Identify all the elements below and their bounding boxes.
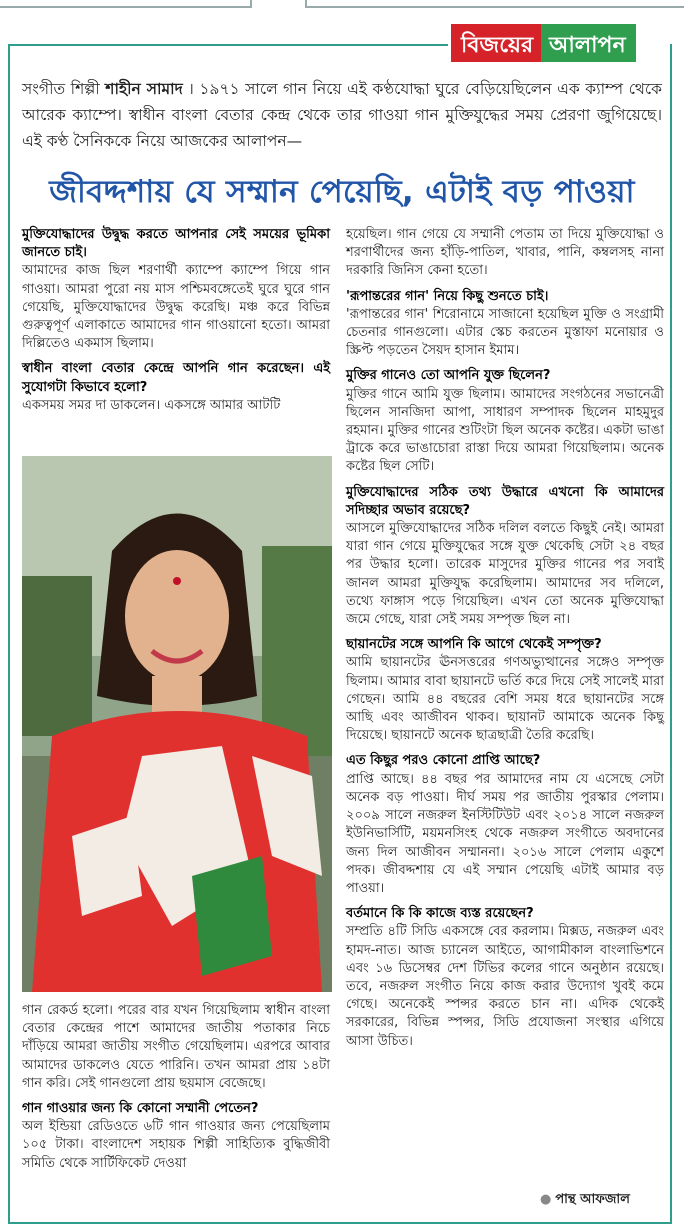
section-label-a: বিজয়ের [451, 24, 541, 62]
portrait-photo-icon [22, 456, 332, 992]
answer-3: অল ইন্ডিয়া রেডিওতে ৬টি গান গাওয়ার জন্য পেয়েছিলাম ১০৫ টাকা। বাংলাদেশ সহায়ক শিল্পী সাহিত্যিক বুদ্ধিজীবী সমিতি থেকে সার্টিফিকেট দেওয়া [22, 1119, 330, 1171]
answer-3-continued: হয়েছিল। গান গেয়ে যে সম্মানী পেতাম তা দিয়ে মুক্তিযোদ্ধা ও শরণার্থীদের জন্য হাঁড়ি-পাতিল, খাবার, পানি, কম্বলসহ নানা দরকারি জিনিস কেনা হতো। [346, 227, 664, 279]
answer-6: আসলে মুক্তিযোদ্ধাদের সঠিক দলিল বলতে কিছুই নেই। আমরা যারা গান গেয়ে মুক্তিযুদ্ধের সঙ্গে যুক্ত থেকেছি সেটা ২৪ বছর পর উদ্ধার হলো। তারেক মাসুদের মুক্তির গানের পর সবাই জানল আমরা মুক্তিযুদ্ধ করেছিলাম। আমাদের সব দলিলে, তথ্যে ফাঙ্গাস পড়ে গিয়েছিল। এখন তো অনেক মুক্তিযোদ্ধা জমে গেছে, যারা সেই সময় সম্পৃক্ত ছিল না। [346, 521, 664, 628]
question-6: মুক্তিযোদ্ধাদের সঠিক তথ্য উদ্ধারে এখনো কি আমাদের সদিচ্ছার অভাব রয়েছে? [346, 484, 664, 518]
answer-5: মুক্তির গানে আমি যুক্ত ছিলাম। আমাদের সংগঠনের সভানেত্রী ছিলেন সানজিদা আপা, সাধারণ সম্পাদক ছিলেন মাহমুদুর রহমান। মুক্তির গানের শুটিংটা ছিল অনেক কষ্টের। একটা ভাঙা ট্রাকে করে ভাঙাচোরা রাস্তা দিয়ে আমরা গিয়েছিলাম। অনেক কষ্টের ছিল সেটি। [346, 386, 664, 475]
section-badge [451, 24, 636, 62]
answer-2-continued: গান রেকর্ড হলো। পরের বার যখন গিয়েছিলাম স্বাধীন বাংলা বেতার কেন্দ্রের পাশে আমাদের জাতীয় পতাকার নিচে দাঁড়িয়ে আমরা জাতীয় সংগীত গেয়েছিলাম। এরপরে আবার আমাদের ডাকলেও যেতে পারিনি। তখন আমরা প্রায় ১৪টা গান করি। সেই গানগুলো প্রায় ছয়মাস বেজেছে। [22, 1003, 330, 1091]
question-4: 'রূপান্তরের গান' নিয়ে কিছু শুনতে চাই। [346, 288, 549, 304]
answer-8: প্রাপ্তি আছে। ৪৪ বছর পর আমাদের নাম যে এসেছে সেটা অনেক বড় পাওয়া। দীর্ঘ সময় পর জাতীয় পুরস্কার পেলাম। ২০০৯ সালে নজরুল ইনস্টিটিউট এবং ২০১৪ সালে নজরুল ইউনিভার্সিটি, ময়মনসিংহ থেকে নজরুল সংগীতে অবদানের জন্য দিল আজীবন সম্মাননা। ২০১৬ সালে পেলাম একুশে পদক। জীবদ্দশায় যে এই সম্মান পেয়েছি এটাই আমার বড় পাওয়া। [346, 771, 664, 896]
left-column-top [22, 226, 330, 415]
section-label-b: আলাপন [541, 24, 636, 62]
portrait-photo [22, 456, 332, 992]
answer-1: আমাদের কাজ ছিল শরণার্থী ক্যাম্পে ক্যাম্পে গিয়ে গান গাওয়া। আমরা পুরো নয় মাস পশ্চিমবঙ্গেতেই ঘুরে ঘুরে গান গেয়েছি, মুক্তিযোদ্ধাদের উদ্বুদ্ধ করেছি। মঞ্চ করে বিভিন্ন গুরুত্বপূর্ণ এলাকাতে আমাদের গান গাওয়ানো হতো। আমরা দিল্লিতেও একমাস ছিলাম। [22, 263, 330, 352]
question-2: স্বাধীন বাংলা বেতার কেন্দ্রে আপনি গান করেছেন। এই সুযোগটা কিভাবে হলো? [22, 361, 330, 395]
intro-pre: সংগীত শিল্পী [22, 80, 106, 98]
answer-7: আমি ছায়ানটের ঊনসত্তরের গণঅভ্যুত্থানের সঙ্গেও সম্পৃক্ত ছিলাম। আমার বাবা ছায়ানটে ভর্তি করে দিয়ে সেই সালেই মারা গেছেন। আমি ৪৪ বছরের বেশি সময় ধরে ছায়ানটের সঙ্গে আছি এবং আজীবন থাকব। ছায়ানট আমাকে অনেক কিছু দিয়েছে। ছায়ানটে অনেক ছাত্রছাত্রী তৈরি করেছি। [346, 655, 664, 744]
intro-paragraph [22, 76, 662, 154]
answer-9: সম্প্রতি ৪টি সিডি একসঙ্গে বের করলাম। মিক্সড, নজরুল এবং হামদ-নাত। আজ চ্যানেল আইতে, আগামীকাল বাংলাভিশনে এবং ১৬ ডিসেম্বর দেশ টিভির কলের গানে অনুষ্ঠান রয়েছে। তবে, নজরুল সংগীত নিয়ে কাজ করার উদ্যোগ খুবই কমে গেছে। অনেকেই স্পন্সর করতে চান না। এদিক থেকেই সরকারের, বিভিন্ন স্পন্সর, সিডি প্রযোজনা সংস্থার এগিয়ে আসা উচিত। [346, 924, 664, 1049]
question-8: এত কিছুর পরও কোনো প্রাপ্তি আছে? [346, 753, 541, 769]
byline-author: পান্থ আফজাল [555, 1192, 630, 1207]
question-1: মুক্তিযোদ্ধাদের উদ্বুদ্ধ করতে আপনার সেই সময়ের ভূমিকা জানতে চাই। [22, 227, 330, 261]
question-3: গান গাওয়ার জন্য কি কোনো সম্মানী পেতেন? [22, 1101, 259, 1117]
byline [540, 1190, 630, 1211]
question-7: ছায়ানটের সঙ্গে আপনি কি আগে থেকেই সম্পৃক্ত? [346, 637, 602, 653]
headline: জীবদ্দশায় যে সম্মান পেয়েছি, এটাই বড় পাওয়া [49, 174, 635, 210]
intro-name: শাহীন সামাদ [105, 80, 183, 98]
left-column-bottom [22, 1002, 330, 1173]
question-9: বর্তমানে কি কি কাজে ব্যস্ত রয়েছেন? [346, 906, 534, 922]
right-column [346, 226, 664, 1051]
bullet-icon: ● [540, 1192, 552, 1207]
answer-2: একসময় সমর দা ডাকলেন। একসঙ্গে আমার আটটি [22, 397, 281, 413]
top-rule [0, 0, 684, 12]
intro-rest: । ১৯৭১ সালে গান নিয়ে এই কণ্ঠযোদ্ধা ঘুরে বেড়িয়েছিলেন এক ক্যাম্প থেকে আরেক ক্যাম্পে। স্বাধীন বাংলা বেতার কেন্দ্র থেকে তার গাওয়া গান মুক্তিযুদ্ধের সময় প্রেরণা জুগিয়েছে। এই কণ্ঠ সৈনিককে নিয়ে আজকের আলাপন— [22, 80, 662, 150]
question-5: মুক্তির গানেও তো আপনি যুক্ত ছিলেন? [346, 368, 551, 384]
answer-4: 'রূপান্তরের গান' শিরোনামে সাজানো হয়েছিল মুক্তি ও সংগ্রামী চেতনার গানগুলো। এটার স্কেচ করতেন মুস্তাফা মনোয়ার ও স্ক্রিপ্ট পড়তেন সৈয়দ হাসান ইমাম। [346, 306, 664, 359]
